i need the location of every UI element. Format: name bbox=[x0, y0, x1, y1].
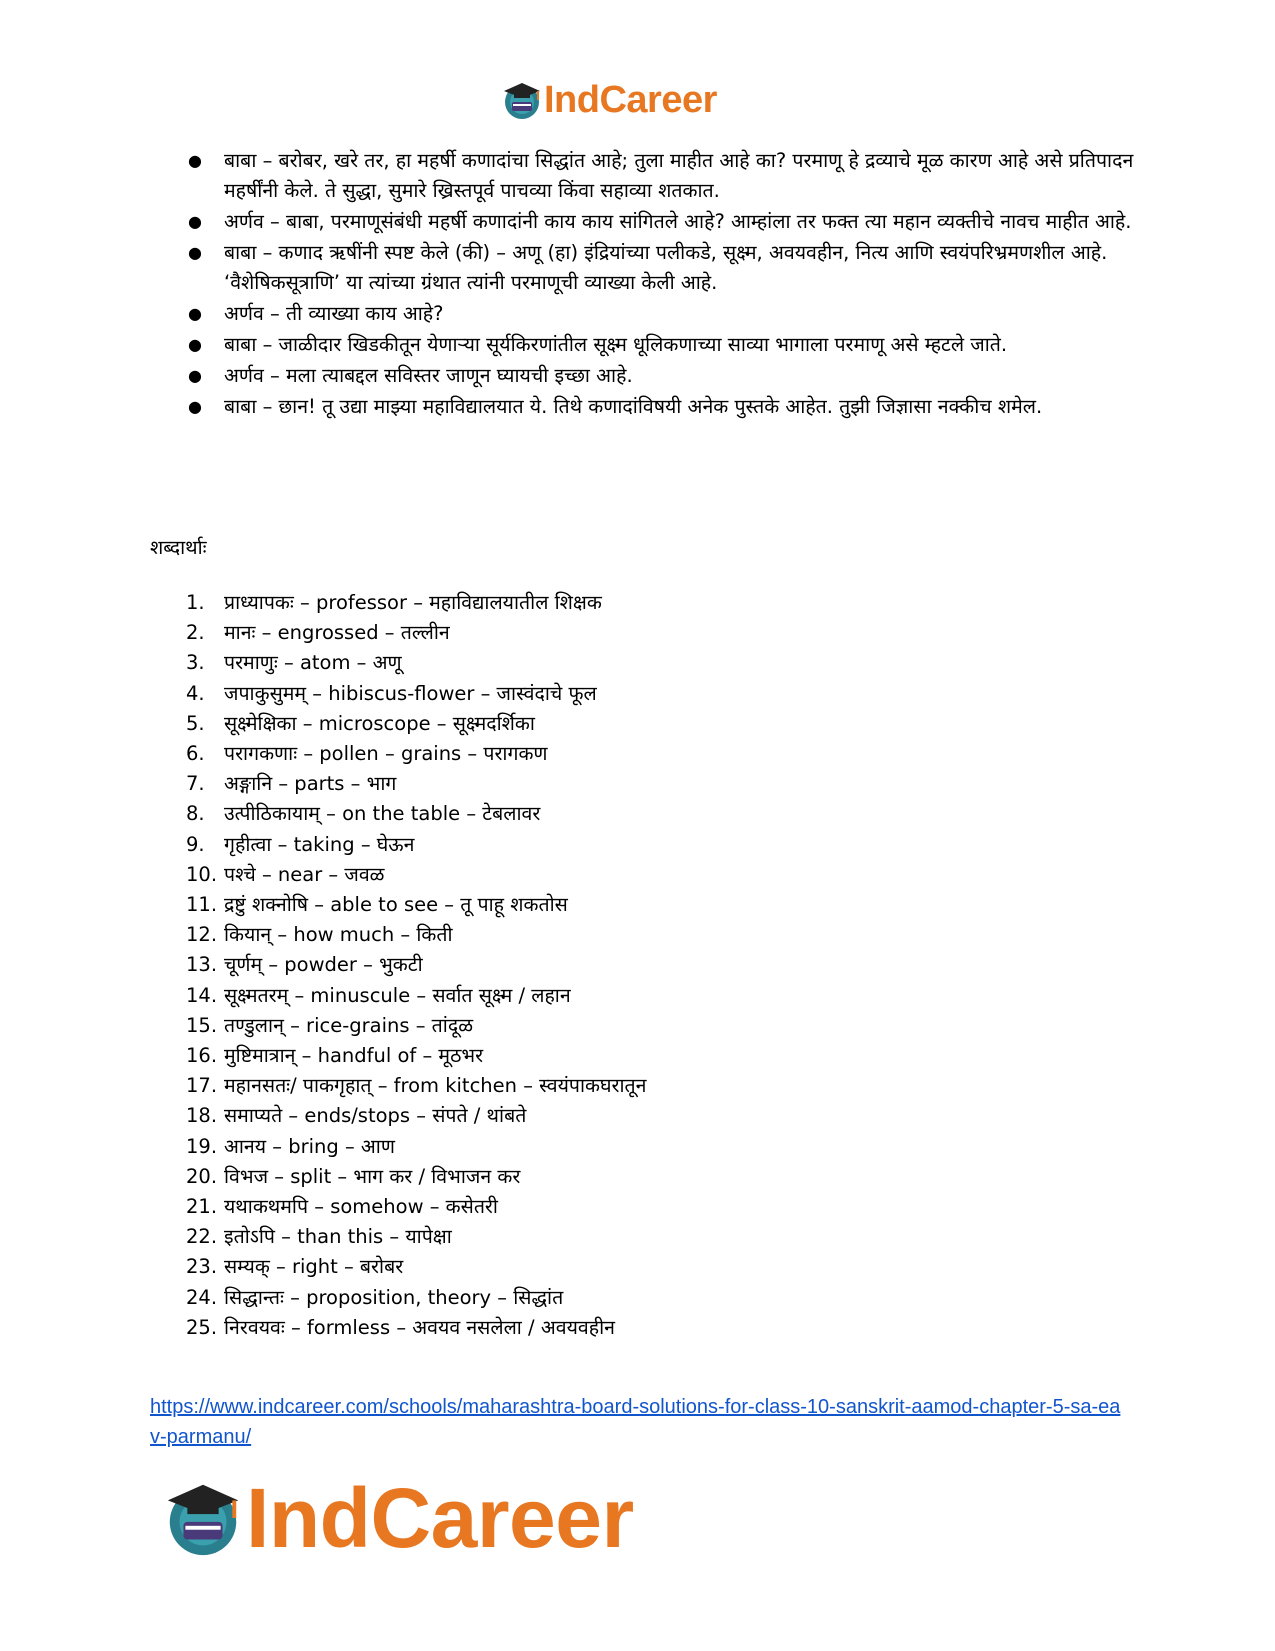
list-item: ● बाबा – बरोबर, खरे तर, हा महर्षी कणादांचा सिद्धांत आहे; तुला माहीत आहे का? परमाणू हे द्रव्याचे मूळ कारण आहे असे प्रतिपादन महर्षींनी केले. ते सुद्धा, सुमारे ख्रिस्तपूर्व पाचव्या किंवा सहाव्या शतकात. bbox=[150, 146, 1140, 206]
logo-wordmark: IndCareer bbox=[544, 79, 717, 121]
source-link[interactable]: https://www.indcareer.com/schools/maharashtra-board-solutions-for-class-10-sanskrit-aamod-chapter-5-sa-eav-parmanu/ bbox=[150, 1396, 1121, 1448]
list-item: ● बाबा – छान! तू उद्या माझ्या महाविद्यालयात ये. तिथे कणादांविषयी अनेक पुस्तके आहेत. तुझी जिज्ञासा नक्कीच शमेल. bbox=[150, 392, 1140, 422]
list-item: 10. पश्चे – near – जवळ bbox=[186, 862, 385, 886]
glossary-list bbox=[150, 588, 1050, 1343]
list-item: 19. आनय – bring – आण bbox=[186, 1134, 395, 1158]
dialogue-list bbox=[150, 146, 1140, 423]
indcareer-logo-top bbox=[500, 78, 717, 122]
list-item: 9. गृहीत्वा – taking – घेऊन bbox=[186, 832, 415, 856]
bullet-icon: ● bbox=[188, 304, 202, 323]
list-item: 3. परमाणुः – atom – अणू bbox=[186, 651, 402, 675]
list-item: 16. मुष्टिमात्रान् – handful of – मूठभर bbox=[186, 1044, 484, 1068]
list-item: 12. कियान् – how much – किती bbox=[186, 923, 453, 947]
list-item: 13. चूर्णम् – powder – भुकटी bbox=[186, 953, 423, 977]
list-item: 8. उत्पीठिकायाम् – on the table – टेबलावर bbox=[186, 802, 541, 826]
list-item: 14. सूक्ष्मतरम् – minuscule – सर्वात सूक्ष्म / लहान bbox=[186, 983, 571, 1007]
list-item: 7. अङ्गानि – parts – भाग bbox=[186, 772, 397, 796]
list-item: 11. द्रष्टुं शक्नोषि – able to see – तू पाहू शकतोस bbox=[186, 893, 568, 917]
bullet-icon: ● bbox=[188, 151, 202, 170]
list-item: 21. यथाकथमपि – somehow – कसेतरी bbox=[186, 1195, 498, 1219]
list-item: 18. समाप्यते – ends/stops – संपते / थांबते bbox=[186, 1104, 527, 1128]
list-item: 1. प्राध्यापकः – professor – महाविद्यालयातील शिक्षक bbox=[186, 591, 602, 614]
list-item: ● बाबा – जाळीदार खिडकीतून येणाऱ्या सूर्यकिरणांतील सूक्ष्म धूलिकणाच्या साव्या भागाला परमाणू असे म्हटले जाते. bbox=[150, 330, 1140, 360]
graduation-globe-icon bbox=[500, 78, 544, 122]
bullet-icon: ● bbox=[188, 212, 202, 231]
list-item: 23. सम्यक् – right – बरोबर bbox=[186, 1255, 404, 1279]
graduation-globe-icon bbox=[160, 1475, 246, 1561]
list-item: ● अर्णव – बाबा, परमाणूसंबंधी महर्षी कणादांनी काय काय सांगितले आहे? आम्हांला तर फक्त त्या महान व्यक्तीचे नावच माहीत आहे. bbox=[150, 207, 1140, 237]
list-item: 5. सूक्ष्मेक्षिका – microscope – सूक्ष्मदर्शिका bbox=[186, 711, 535, 735]
list-item: 22. इतोऽपि – than this – यापेक्षा bbox=[186, 1225, 452, 1249]
list-item: 24. सिद्धान्तः – proposition, theory – सिद्धांत bbox=[186, 1285, 564, 1309]
list-item: 4. जपाकुसुमम् – hibiscus-flower – जास्वंदाचे फूल bbox=[186, 681, 597, 705]
list-item: 17. महानसतः/ पाकगृहात् – from kitchen – स्वयंपाकघरातून bbox=[186, 1074, 647, 1098]
list-item: ● अर्णव – मला त्याबद्दल सविस्तर जाणून घ्यायची इच्छा आहे. bbox=[150, 361, 1140, 391]
glossary-heading: शब्दार्थाः bbox=[150, 536, 207, 559]
bullet-icon: ● bbox=[188, 243, 202, 262]
indcareer-logo-bottom bbox=[160, 1470, 634, 1566]
bullet-icon: ● bbox=[188, 335, 202, 354]
bullet-icon: ● bbox=[188, 366, 202, 385]
bullet-icon: ● bbox=[188, 397, 202, 416]
logo-wordmark: IndCareer bbox=[246, 1471, 634, 1565]
list-item: 2. मानः – engrossed – तल्लीन bbox=[186, 621, 450, 645]
list-item: 15. तण्डुलान् – rice-grains – तांदूळ bbox=[186, 1013, 474, 1037]
list-item: ● बाबा – कणाद ऋषींनी स्पष्ट केले (की) – अणू (हा) इंद्रियांच्या पलीकडे, सूक्ष्म, अवयवहीन, नित्य आणि स्वयंपरिभ्रमणशील आहे. ‘वैशेषिकसूत्राणि’ या त्यांच्या ग्रंथात त्यांनी परमाणूची व्याख्या केली आहे. bbox=[150, 238, 1140, 298]
list-item: 6. परागकणाः – pollen – grains – परागकण bbox=[186, 742, 548, 766]
list-item: 20. विभज – split – भाग कर / विभाजन कर bbox=[186, 1164, 521, 1188]
list-item: 25. निरवयवः – formless – अवयव नसलेला / अवयवहीन bbox=[186, 1315, 615, 1339]
list-item: ● अर्णव – ती व्याख्या काय आहे? bbox=[150, 299, 1140, 329]
